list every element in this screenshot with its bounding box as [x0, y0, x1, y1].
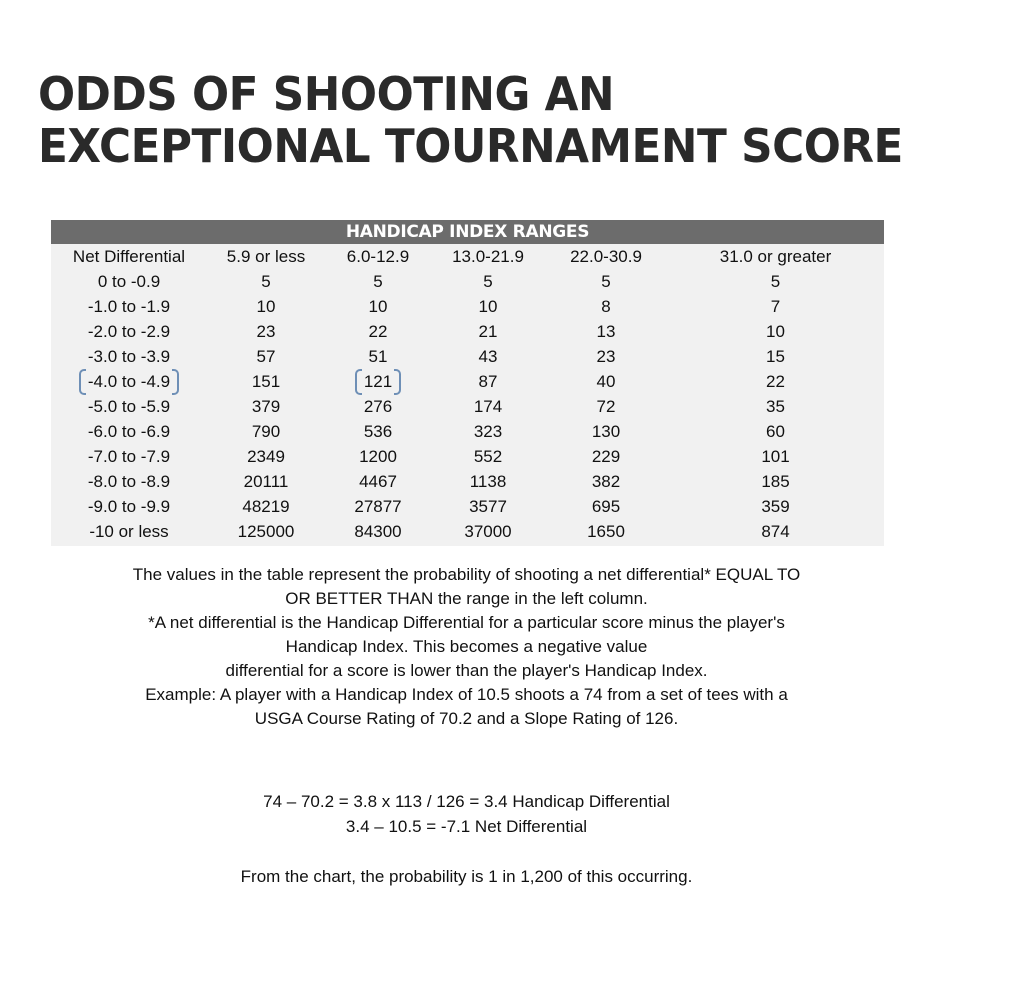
odds-table [51, 220, 884, 546]
probability-cell: 379 [251, 396, 281, 416]
net-differential-cell: -1.0 to -1.9 [87, 296, 171, 316]
probability-cell: 3577 [469, 496, 507, 516]
probability-cell: 5 [261, 271, 271, 291]
probability-cell: 15 [766, 346, 785, 366]
table-row [51, 394, 884, 419]
table-row [51, 494, 884, 519]
table-row [51, 419, 884, 444]
probability-cell: 276 [363, 396, 393, 416]
probability-cell: 10 [766, 321, 785, 341]
column-header: 6.0-12.9 [346, 246, 410, 266]
probability-cell: 10 [368, 296, 388, 316]
net-differential-cell: -6.0 to -6.9 [87, 421, 171, 441]
probability-cell: 22 [368, 321, 388, 341]
probability-cell: 87 [478, 371, 498, 391]
column-header: 31.0 or greater [719, 246, 832, 266]
probability-cell: 35 [766, 396, 785, 416]
column-header-row [51, 244, 884, 269]
net-differential-cell [51, 369, 207, 394]
probability-cell: 7 [770, 296, 781, 316]
formula-line: 74 – 70.2 = 3.8 x 113 / 126 = 3.4 Handicap Differential [263, 792, 670, 811]
probability-cell: 84300 [354, 521, 402, 541]
probability-cell: 10 [478, 296, 498, 316]
net-differential-cell: -3.0 to -3.9 [87, 346, 171, 366]
probability-cell: 8 [601, 296, 611, 316]
probability-cell: 185 [761, 471, 790, 491]
column-header: 22.0-30.9 [570, 246, 642, 266]
probability-cell: 536 [363, 421, 393, 441]
probability-cell: 72 [596, 396, 616, 416]
probability-cell: 27877 [354, 496, 402, 516]
probability-cell: 43 [478, 346, 498, 366]
note-line: differential for a score is lower than the player's Handicap Index. [225, 661, 708, 680]
column-header: 13.0-21.9 [452, 246, 524, 266]
net-differential-cell: -7.0 to -7.9 [87, 446, 171, 466]
probability-cell: 23 [256, 321, 276, 341]
probability-cell: 130 [591, 421, 621, 441]
probability-cell: 5 [601, 271, 611, 291]
probability-cell: 874 [761, 521, 790, 541]
net-differential-cell: -5.0 to -5.9 [87, 396, 171, 416]
table-row [51, 319, 884, 344]
table-row [51, 519, 884, 544]
note-line: The values in the table represent the probability of shooting a net differential* EQUAL TO [132, 565, 801, 584]
table-row [51, 469, 884, 494]
probability-cell: 5 [483, 271, 493, 291]
highlighted-value: -4.0 to -4.9 [79, 372, 179, 392]
table-body [51, 269, 884, 544]
conclusion-text: From the chart, the probability is 1 in 1,200 of this occurring. [240, 867, 693, 886]
net-differential-cell: -8.0 to -8.9 [87, 471, 171, 491]
probability-cell: 40 [596, 371, 616, 391]
probability-cell: 229 [591, 446, 621, 466]
probability-cell: 48219 [242, 496, 290, 516]
table-row [51, 344, 884, 369]
table-notes [40, 563, 893, 731]
probability-cell: 151 [251, 371, 281, 391]
probability-cell: 22 [766, 371, 785, 391]
formula-line: 3.4 – 10.5 = -7.1 Net Differential [345, 817, 588, 836]
probability-cell: 1200 [359, 446, 397, 466]
probability-cell: 552 [473, 446, 503, 466]
probability-cell: 23 [596, 346, 616, 366]
title-line-2: EXCEPTIONAL TOURNAMENT SCORE [38, 119, 903, 173]
odds-grid [51, 244, 884, 544]
probability-cell: 5 [373, 271, 383, 291]
table-row [51, 294, 884, 319]
probability-cell: 51 [368, 346, 388, 366]
example-formula [40, 789, 893, 839]
net-differential-cell: -9.0 to -9.9 [87, 496, 171, 516]
probability-cell: 1138 [469, 471, 507, 491]
note-line: USGA Course Rating of 70.2 and a Slope Rating of 126. [254, 709, 679, 728]
highlighted-value: 121 [355, 372, 401, 392]
probability-cell: 323 [473, 421, 503, 441]
note-line: Handicap Index. This becomes a negative value [285, 637, 648, 656]
probability-cell [325, 369, 431, 394]
note-line: Example: A player with a Handicap Index of 10.5 shoots a 74 from a set of tees with a [145, 685, 788, 704]
table-header-banner: HANDICAP INDEX RANGES [51, 220, 884, 244]
probability-cell: 125000 [237, 521, 295, 541]
table-row [51, 444, 884, 469]
probability-cell: 13 [596, 321, 616, 341]
probability-cell: 359 [761, 496, 790, 516]
column-header: 5.9 or less [226, 246, 306, 266]
probability-cell: 2349 [247, 446, 285, 466]
probability-cell: 695 [591, 496, 621, 516]
probability-cell: 5 [770, 271, 781, 291]
probability-cell: 60 [766, 421, 785, 441]
probability-cell: 37000 [464, 521, 512, 541]
column-header: Net Differential [72, 246, 186, 266]
table-row [51, 269, 884, 294]
title-line-1: ODDS OF SHOOTING AN [38, 67, 615, 121]
net-differential-cell: 0 to -0.9 [97, 271, 161, 291]
page-title [38, 68, 969, 172]
probability-cell: 790 [251, 421, 281, 441]
probability-cell: 57 [256, 346, 276, 366]
probability-cell: 101 [761, 446, 790, 466]
probability-cell: 174 [473, 396, 503, 416]
note-line: *A net differential is the Handicap Differential for a particular score minus the player's [148, 613, 785, 632]
net-differential-cell: -2.0 to -2.9 [87, 321, 171, 341]
net-differential-cell: -10 or less [89, 521, 169, 541]
probability-cell: 382 [591, 471, 621, 491]
probability-cell: 21 [478, 321, 498, 341]
note-line: OR BETTER THAN the range in the left column. [285, 589, 648, 608]
probability-cell: 1650 [587, 521, 625, 541]
probability-cell: 10 [256, 296, 276, 316]
probability-cell: 4467 [359, 471, 397, 491]
probability-cell: 20111 [243, 471, 289, 491]
table-row [51, 369, 884, 394]
